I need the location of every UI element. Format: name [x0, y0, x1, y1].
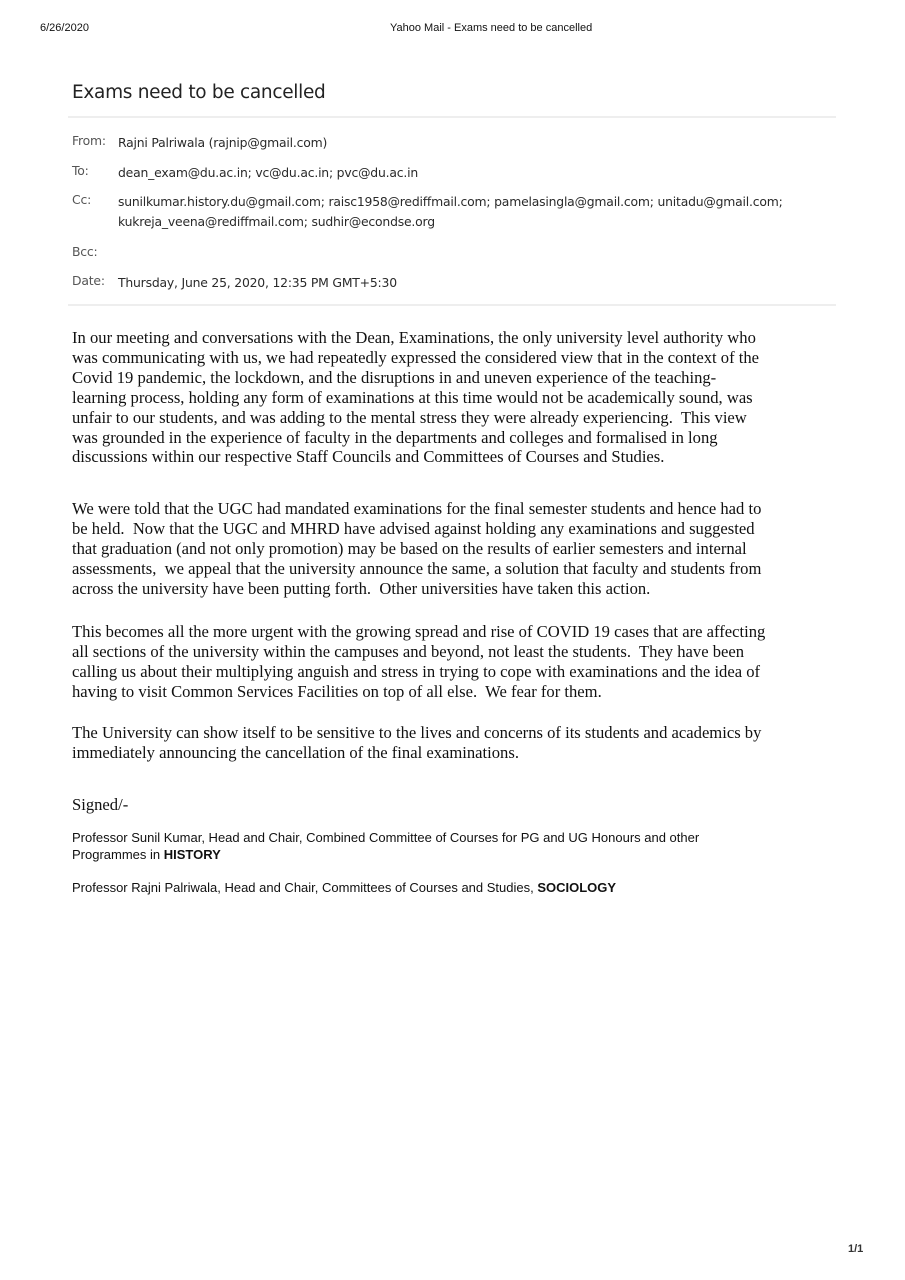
- signatory: [72, 830, 832, 863]
- body-line: was grounded in the experience of faculty in the departments and colleges and formalised in long: [72, 427, 718, 447]
- body-line: that graduation (and not only promotion) may be based on the results of earlier semesters and internal: [72, 538, 747, 558]
- body-line: In our meeting and conversations with the Dean, Examinations, the only university level authority who: [72, 328, 756, 347]
- body-paragraph: [72, 499, 761, 599]
- body-line: learning process, holding any form of examinations at this time would not be academically sound, was: [72, 387, 753, 407]
- body-line: having to visit Common Services Facilities on top of all else. We fear for them.: [72, 681, 602, 701]
- print-page-title: Yahoo Mail - Exams need to be cancelled: [390, 22, 593, 34]
- from-label: From:: [72, 133, 106, 148]
- body-line: discussions within our respective Staff Councils and Committees of Courses and Studies.: [72, 447, 665, 467]
- header-divider-bottom: [68, 304, 836, 306]
- body-line: all sections of the university within the campuses and beyond, not least the students. They have been: [72, 641, 745, 661]
- body-line: unfair to our students, and was adding to the mental stress they were already experiencing. This view: [72, 407, 747, 427]
- signatory-title-cont: Programmes in: [72, 846, 164, 862]
- body-line: The University can show itself to be sensitive to the lives and concerns of its students and academics by: [72, 723, 762, 742]
- email-subject: Exams need to be cancelled: [72, 82, 326, 103]
- signatory-department: SOCIOLOGY: [537, 880, 617, 895]
- date-label: Date:: [72, 273, 105, 288]
- header-divider-top: [68, 116, 836, 118]
- body-line: calling us about their multiplying anguish and stress in trying to cope with examinations and the idea of: [72, 661, 761, 681]
- signatory: [72, 880, 832, 897]
- cc-value[interactable]: [118, 192, 783, 232]
- body-line: be held. Now that the UGC and MHRD have advised against holding any examinations and suggested: [72, 518, 755, 538]
- to-value[interactable]: dean_exam@du.ac.in; vc@du.ac.in; pvc@du.ac.in: [118, 165, 418, 180]
- body-line: was communicating with us, we had repeatedly expressed the considered view that in the context of the: [72, 347, 760, 367]
- print-date: 6/26/2020: [40, 22, 89, 34]
- body-paragraph: [72, 622, 765, 702]
- cc-value-line-2[interactable]: kukreja_veena@rediffmail.com; sudhir@econdse.org: [118, 214, 435, 229]
- cc-value-line-1[interactable]: sunilkumar.history.du@gmail.com; raisc1958@rediffmail.com; pamelasingla@gmail.com; unitadu@gmail.com;: [118, 194, 783, 209]
- body-line: Covid 19 pandemic, the lockdown, and the disruptions in and uneven experience of the teaching-: [72, 367, 717, 387]
- body-paragraph: [72, 723, 761, 763]
- signed-label: Signed/-: [72, 795, 129, 814]
- body-line: This becomes all the more urgent with the growing spread and rise of COVID 19 cases that are affecting: [72, 622, 766, 641]
- signatory-title: Professor Sunil Kumar, Head and Chair, Combined Committee of Courses for PG and UG Honours and other: [72, 830, 700, 845]
- body-line: across the university have been putting forth. Other universities have taken this action.: [72, 578, 651, 598]
- signatory-department: HISTORY: [163, 846, 221, 862]
- print-header: [0, 22, 905, 38]
- body-line: We were told that the UGC had mandated examinations for the final semester students and hence had to: [72, 499, 762, 518]
- body-line: assessments, we appeal that the university announce the same, a solution that faculty and students from: [72, 558, 762, 578]
- body-paragraph: [72, 328, 759, 467]
- body-line: immediately announcing the cancellation of the final examinations.: [72, 742, 519, 762]
- signatory-title: Professor Rajni Palriwala, Head and Chair, Committees of Courses and Studies,: [72, 880, 538, 895]
- page-number: 1/1: [848, 1243, 864, 1255]
- date-value: Thursday, June 25, 2020, 12:35 PM GMT+5:30: [118, 275, 397, 290]
- cc-label: Cc:: [72, 192, 92, 207]
- to-label: To:: [72, 163, 89, 178]
- from-value[interactable]: Rajni Palriwala (rajnip@gmail.com): [118, 135, 328, 150]
- bcc-label: Bcc:: [72, 244, 98, 259]
